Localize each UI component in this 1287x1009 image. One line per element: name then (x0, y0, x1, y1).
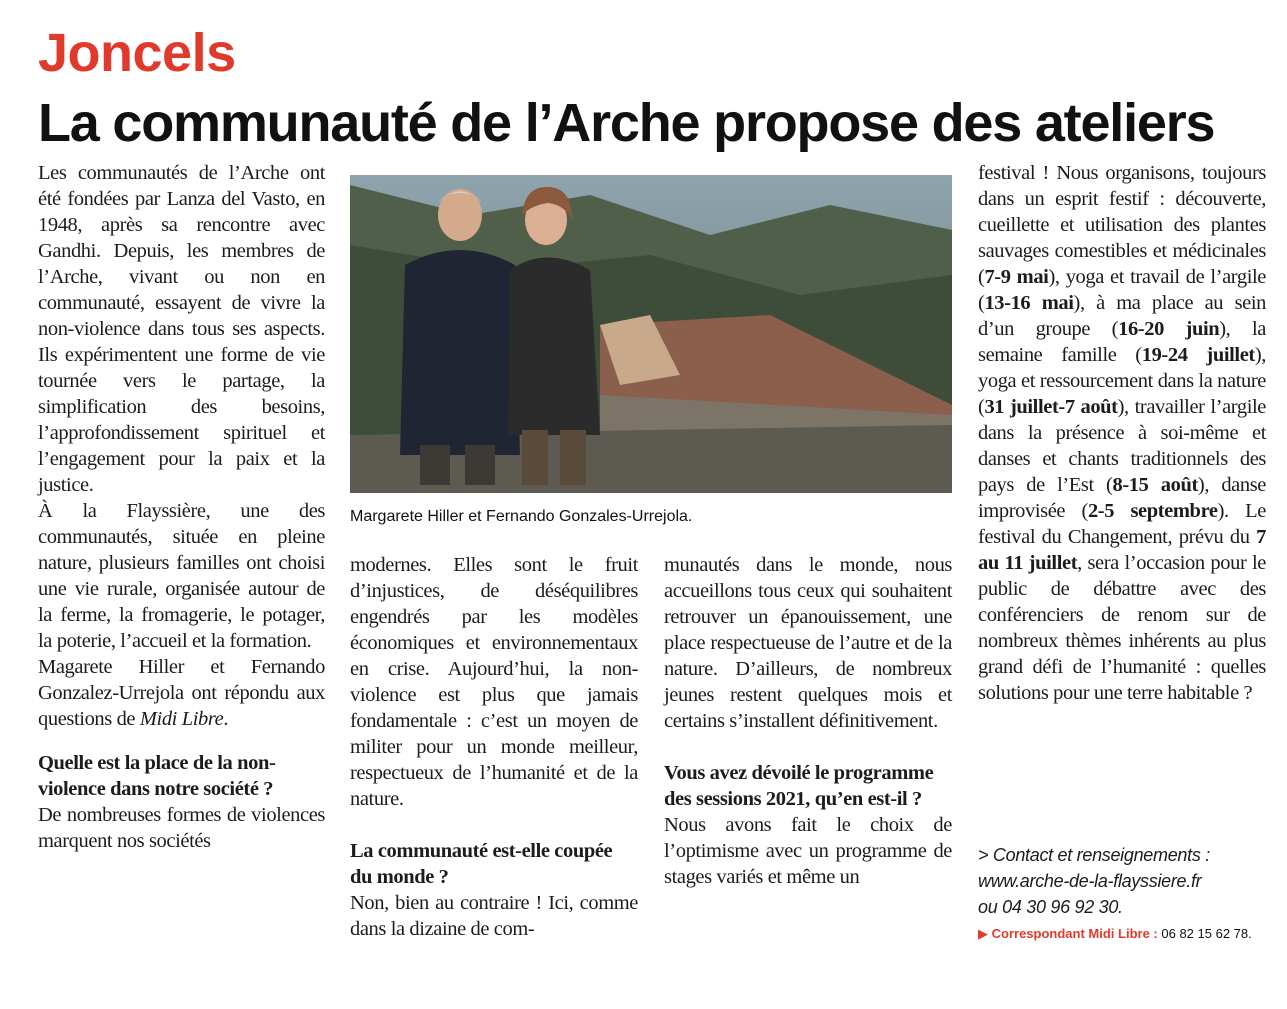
answer-2-start: Non, bien au contraire ! Ici, comme dans la dizaine de com- (350, 892, 638, 940)
answer-1-continued: modernes. Elles sont le fruit d’injustices, de déséquilibres engendrés par les modèles économiques et environnementaux en crise. Aujourd’hui, la non-violence est plus que jamais fondamentale : c’est un moyen de militer pour un monde meilleur, respectueux de l’humanité et de la nature. (350, 554, 638, 810)
article-headline: La communauté de l’Arche propose des ateliers (38, 93, 1215, 153)
programme-date-3: 16-20 juin (1118, 318, 1220, 340)
programme-paragraph (978, 160, 1266, 706)
correspondent-label: Correspondant Midi Libre : (991, 926, 1158, 941)
question-2: La communauté est-elle coupée du monde ? (350, 840, 613, 888)
triangle-arrow-icon: ▶ (978, 926, 988, 941)
intro-paragraph-2-text: À la Flayssière, une des communautés, située en pleine nature, plusieurs familles ont choisi une vie rurale, organisée autour de la ferme, la fromagerie, le potager, la poterie, l’accueil et la formation. (38, 500, 325, 652)
programme-text-3: ), à ma place au sein d’un groupe ( (978, 292, 1267, 340)
programme-text-7: ), danse improvisée ( (978, 474, 1266, 522)
question-3: Vous avez dévoilé le programme des sessions 2021, qu’en est-il ? (664, 762, 934, 810)
programme-text-4: ), la semaine famille ( (978, 318, 1266, 366)
programme-date-4: 19-24 juillet (1141, 344, 1255, 366)
intro-paragraph-1: Les communautés de l’Arche ont été fondées par Lanza del Vasto, en 1948, après sa rencontre avec Gandhi. Depuis, les membres de l’Arche, vivant ou non en communauté, essayent de vivre la non-violence dans tous ses aspects. Ils expérimentent une forme de vie tournée vers le partage, la simplification des besoins, l’approfondissement spirituel et l’engagement pour la paix et la justice. (38, 162, 325, 496)
article-column-4 (978, 160, 1266, 706)
programme-date-2: 13-16 mai (984, 292, 1074, 314)
programme-date-1: 7-9 mai (984, 266, 1049, 288)
programme-text-8: ). Le festival du Changement, prévu du (978, 500, 1266, 548)
answer-3-start: Nous avons fait le choix de l’optimisme avec un programme de stages variés et même un (664, 814, 952, 888)
correspondent-phone: 06 82 15 62 78. (1161, 926, 1252, 941)
programme-date-6: 8-15 août (1112, 474, 1198, 496)
contact-block (978, 842, 1268, 920)
article-column-2 (350, 552, 638, 942)
photo-illustration (350, 175, 952, 493)
intro-paragraph-3-start: Magarete Hiller et Fernando Gonzalez-Urrejola ont répondu aux questions de (38, 656, 325, 730)
contact-phone: ou 04 30 96 92 30. (978, 897, 1123, 917)
contact-website-link[interactable]: www.arche-de-la-flayssiere.fr (978, 871, 1202, 891)
programme-text-6: ), travailler l’argile dans la présence à soi-même et danses et chants traditionnels des pays de l’Est ( (978, 396, 1267, 496)
intro-paragraph-3-end: . (223, 708, 229, 730)
programme-text-1: festival ! Nous organisons, toujours dans un esprit festif : découverte, cueillette et utilisation des plantes sauvages comestibles et médicinales ( (978, 162, 1266, 288)
photo-caption: Margarete Hiller et Fernando Gonzales-Urrejola. (350, 508, 693, 525)
article-photo (350, 175, 952, 493)
programme-text-9: , sera l’occasion pour le public de débattre avec des conférenciers de renom sur de nombreux thèmes inhérents au plus grand défi de l’humanité : quelles solutions pour une terre habitable ? (978, 552, 1266, 704)
intro-paragraph-3 (38, 654, 325, 732)
programme-text-5: ), yoga et ressourcement dans la nature ( (978, 344, 1266, 418)
article-column-3 (664, 552, 952, 890)
question-1: Quelle est la place de la non-violence dans notre société ? (38, 752, 276, 800)
programme-date-5: 31 juillet-7 août (984, 396, 1118, 418)
section-kicker: Joncels (38, 23, 236, 83)
newspaper-name: Midi Libre (139, 708, 224, 730)
programme-text-2: ), yoga et travail de l’argile ( (978, 266, 1266, 314)
answer-1-start: De nombreuses formes de violences marquent nos sociétés (38, 804, 325, 852)
intro-paragraph-2 (38, 498, 325, 654)
article-column-1 (38, 160, 325, 854)
answer-2-continued: munautés dans le monde, nous accueillons tous ceux qui souhaitent retrouver un épanouissement, une place respectueuse de l’autre et de la nature. D’ailleurs, de nombreux jeunes restent quelques mois et certains s’installent définitivement. (664, 554, 952, 732)
contact-label: > Contact et renseignements : (978, 845, 1210, 865)
correspondent-line (978, 924, 1278, 944)
programme-date-8: 7 au 11 juillet (978, 526, 1266, 574)
programme-date-7: 2-5 septembre (1087, 500, 1218, 522)
